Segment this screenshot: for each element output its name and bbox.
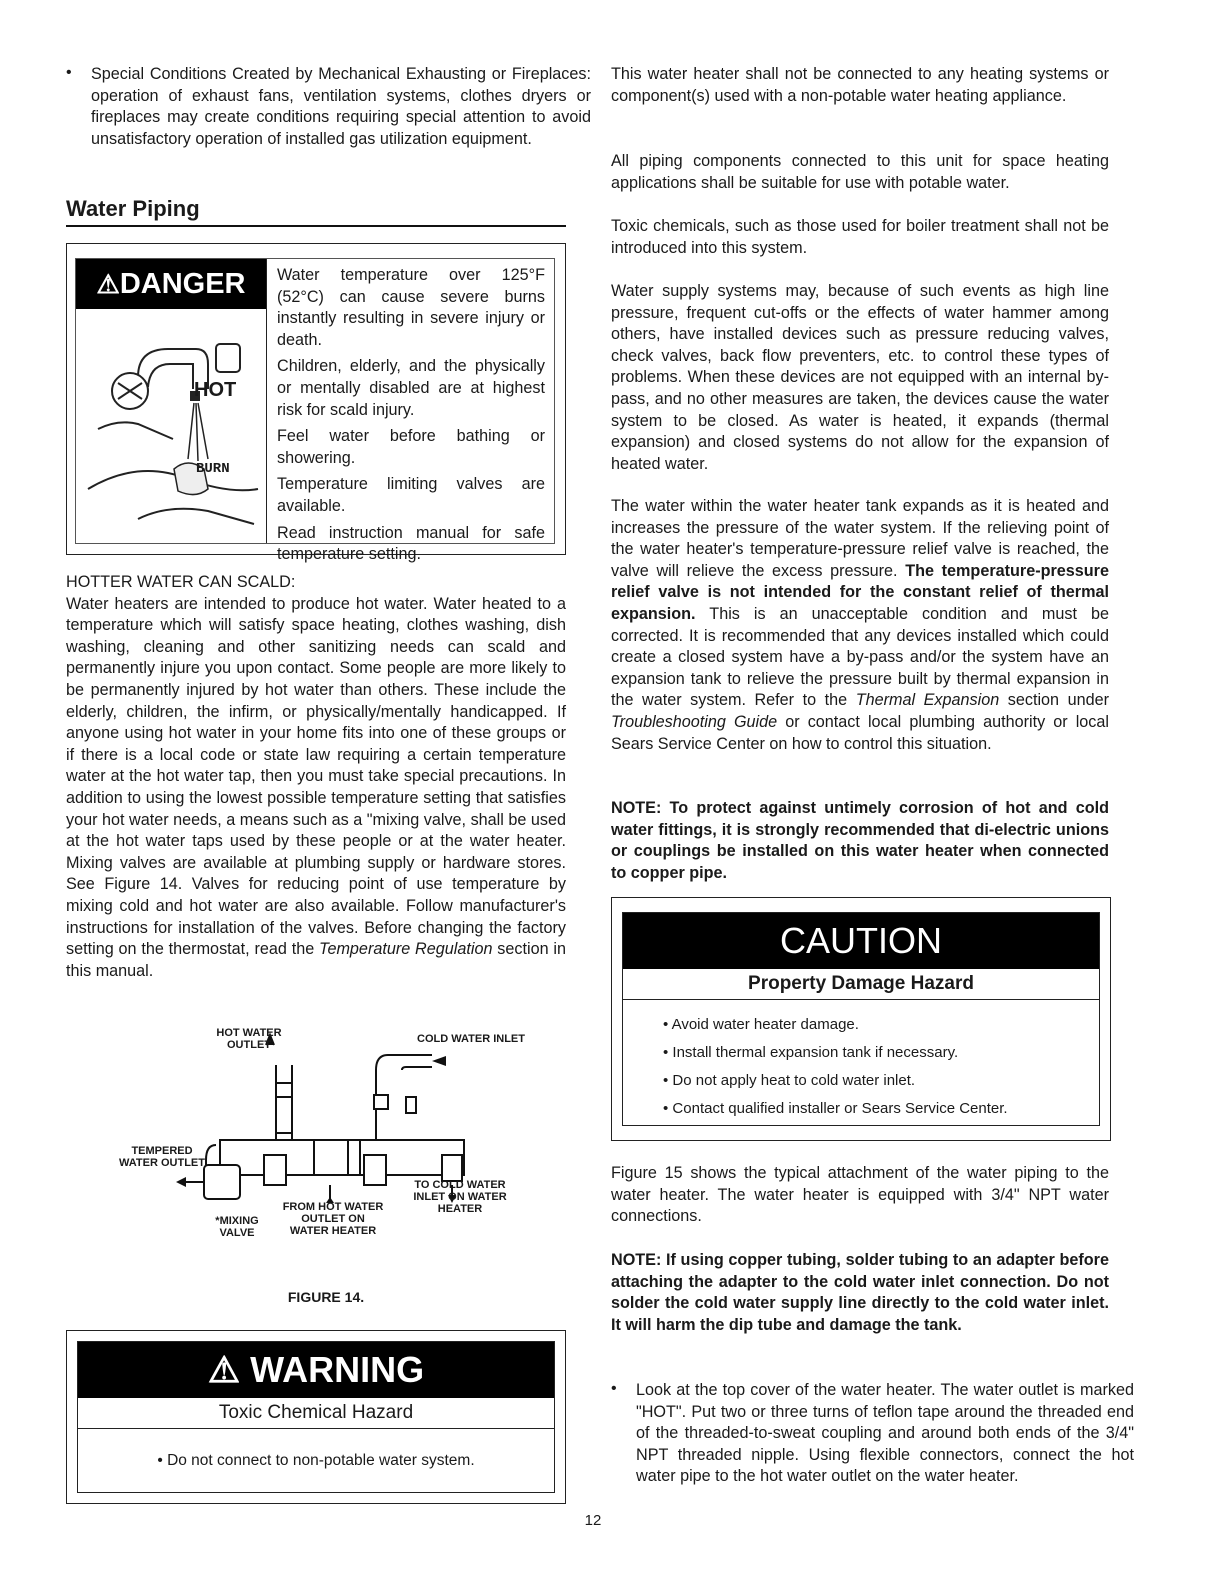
caution-item: • Install thermal expansion tank if necessary. (663, 1044, 959, 1061)
caution-list (663, 1011, 1008, 1123)
danger-box (66, 243, 566, 564)
page-number: 12 (584, 1512, 602, 1529)
paragraph-thermal-expansion: The water within the water heater tank expands as it is heated and increases the pressure of the water system. If the relieving point of the water heater's temperature-pressure relief valve is reached, the valve will relieve the excess pressure. The temperature-pressure relief valve is not intended for the constant relief of thermal expansion. This is an unacceptable condition and must be corrected. It is recommended that any devices installed which could create a closed system have a by-pass and/or the system have an expansion tank to relieve the pressure built by thermal expansion in the water system. Refer to the Thermal Expansion section under Troubleshooting Guide or contact local plumbing authority or local Sears Service Center on how to control this situation. (611, 497, 1109, 753)
hot-water-burn-icon (78, 319, 264, 539)
note-copper: NOTE: If using copper tubing, solder tubing to an adapter before attaching the adapter to the cold water inlet connection. Do not solder the cold water supply line directly to the cold water inlet. It will harm the dip tube and damage the tank. (611, 1251, 1109, 1334)
hotter-section (66, 572, 566, 982)
hot-water-outlet-label: HOT WATER OUTLET (216, 1027, 282, 1051)
warning-banner: ⚠ WARNING (78, 1342, 554, 1398)
caution-item: • Do not apply heat to cold water inlet. (663, 1072, 916, 1089)
danger-paragraph: Water temperature over 125°F (52°C) can cause severe burns instantly resulting in severe injury or death. (277, 266, 545, 349)
from-hot-label: FROM HOT WATER OUTLET ON WATER HEATER (282, 1201, 384, 1237)
paragraph-figure-15: Figure 15 shows the typical attachment of the water piping to the water heater. The water heater is equipped with 3/4" NPT water connections. (611, 1164, 1109, 1226)
hotter-body: Water heaters are intended to produce hot water. Water heated to a temperature which will satisfy space heating, clothes washing, dish washing, cleaning and other sanitizing needs can scald and permanently injure you upon contact. Some people are more likely to be permanently injured by hot water than others. These include the elderly, children, the infirm, or physically/mentally handicapped. If anyone using hot water in your home fits into one of these groups or if there is a local code or state law requiring a certain temperature water at the hot water tap, then you must take special precautions. In addition to using the lowest possible temperature setting that satisfies your hot water needs, a means such as a "mixing valve, shall be used at the hot water taps used by these people or at the water heater. Mixing valves are available at plumbing supply or hardware stores. See Figure 14. Valves for reducing point of use temperature by mixing cold and hot water are also available. Follow manufacturer's instructions for installation of the valves. Before changing the factory setting on the thermostat, read the Temperature Regulation section in this manual. (66, 594, 566, 980)
caution-item: • Avoid water heater damage. (663, 1016, 859, 1033)
caution-subtitle: Property Damage Hazard (623, 969, 1099, 1000)
danger-banner: ⚠DANGER (76, 259, 266, 309)
to-cold-label: TO COLD WATER INLET ON WATER HEATER (413, 1179, 507, 1215)
danger-paragraph: Temperature limiting valves are available. (277, 475, 545, 515)
paragraph-non-potable: This water heater shall not be connected to any heating systems or component(s) used with a non-potable water heating appliance. (611, 65, 1109, 105)
danger-divider (266, 259, 267, 543)
warning-inner (77, 1341, 555, 1493)
figure-14 (116, 1025, 536, 1305)
cold-water-inlet-label: COLD WATER INLET (417, 1033, 525, 1045)
danger-inner (75, 258, 555, 564)
hot-outlet-bullet: • Look at the top cover of the water heater. The water outlet is marked "HOT". Put two or three turns of teflon tape around the threaded end of the threaded-to-sweat coupling and around both ends of the 3/4" NPT threaded nipple. Using flexible connectors, connect the hot water pipe to the hot water outlet on the water heater. (611, 1380, 1134, 1488)
paragraph-toxic: Toxic chemicals, such as those used for boiler treatment shall not be introduced into this system. (611, 217, 1109, 257)
tempered-water-outlet-label: TEMPERED WATER OUTLET (119, 1145, 205, 1169)
danger-paragraph: Feel water before bathing or showering. (277, 427, 545, 467)
danger-label: DANGER (119, 268, 246, 300)
special-conditions-bullet: • Special Conditions Created by Mechanical Exhausting or Fireplaces: operation of exhaust fans, ventilation systems, clothes dryers or fireplaces may create conditions requiring special attention to avoid unsatisfactory operation of installed gas utilization equipment. (66, 64, 591, 150)
special-conditions-text: Special Conditions Created by Mechanical Exhausting or Fireplaces: operation of exhaust fans, ventilation systems, clothes dryers or fireplaces may create conditions requiring special attention to avoid unsatisfactory operation of installed gas utilization equipment. (91, 65, 591, 148)
paragraph-closed-system: Water supply systems may, because of such events as high line pressure, frequent cut-offs or the effects of water hammer among others, have installed devices such as pressure reducing valves, check valves, back flow preventers, etc. to control these types of problems. When these devices are not equipped with an internal by-pass, and no other measures are taken, the devices cause the water system to be closed. As water is heated, it expands (thermal expansion) and closed systems do not allow for the expansion of heated water. (611, 282, 1109, 473)
warning-label: WARNING (250, 1349, 425, 1390)
hot-label: HOT (194, 379, 237, 401)
caution-item: • Contact qualified installer or Sears Service Center. (663, 1100, 1008, 1117)
figure-caption: FIGURE 14. (287, 1289, 365, 1305)
caution-inner (622, 912, 1100, 1126)
caution-banner: CAUTION (623, 913, 1099, 969)
warning-subtitle: Toxic Chemical Hazard (78, 1398, 554, 1429)
section-title: Water Piping (66, 196, 200, 221)
danger-paragraph: Read instruction manual for safe temperature setting. (277, 523, 545, 564)
paragraph-potable: All piping components connected to this unit for space heating applications shall be suitable for use with potable water. (611, 152, 1109, 192)
caution-box (611, 897, 1111, 1141)
mixing-valve-label: *MIXING VALVE (215, 1215, 259, 1239)
danger-text (277, 265, 545, 566)
section-rule (66, 225, 566, 227)
warning-box (66, 1330, 566, 1504)
note-dielectric: NOTE: To protect against untimely corrosion of hot and cold water fittings, it is strongly recommended that di-electric unions or couplings be installed on this water heater when connected to copper pipe. (611, 799, 1109, 882)
hotter-heading: HOTTER WATER CAN SCALD: (66, 573, 296, 591)
hot-outlet-text: Look at the top cover of the water heater. The water outlet is marked "HOT". Put two or three turns of teflon tape around the threaded end of the threaded-to-sweat coupling and around both ends of the 3/4" NPT threaded nipple. Using flexible connectors, connect the hot water pipe to the hot water outlet on the water heater. (636, 1381, 1134, 1486)
warning-item: • Do not connect to non-potable water system. (157, 1452, 475, 1469)
burn-label: BURN (196, 461, 230, 477)
danger-paragraph: Children, elderly, and the physically or mentally disabled are at highest risk for scald injury. (277, 357, 545, 419)
